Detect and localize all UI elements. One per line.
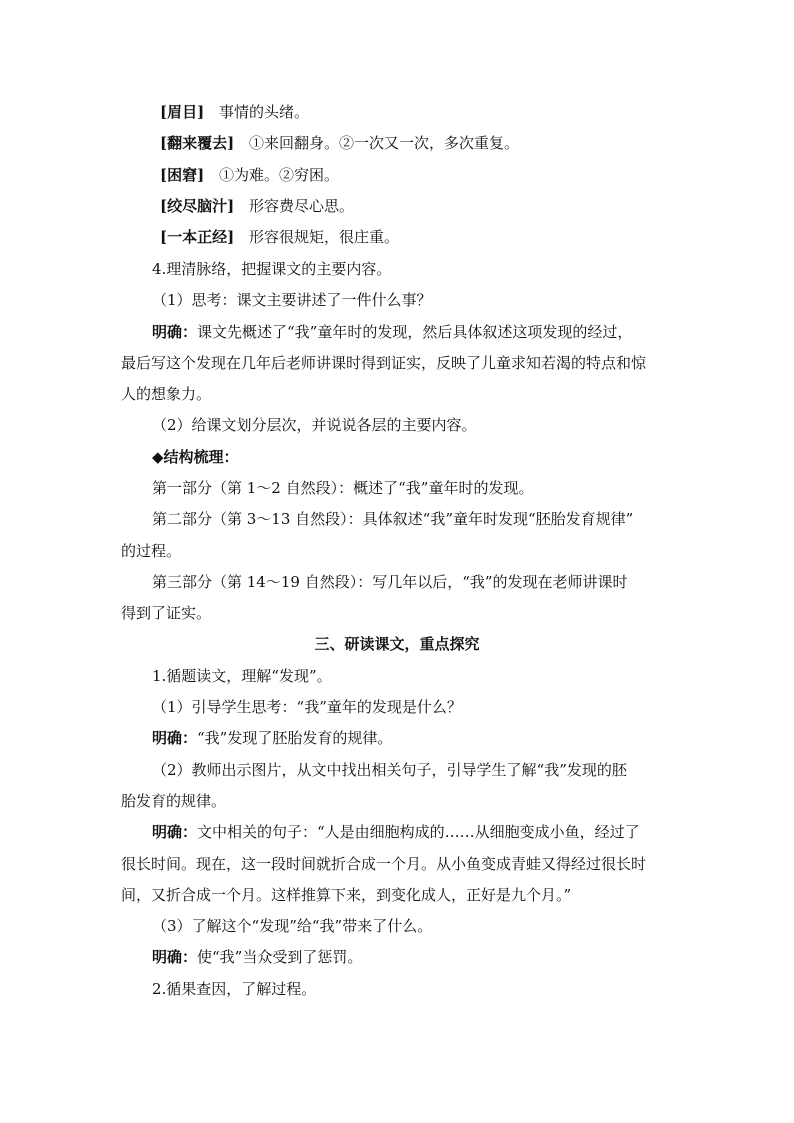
- structure-part: 第三部分（第 14～19 自然段）：写几年以后，“我”的发现在老师讲课时: [152, 573, 628, 591]
- question: （1）引导学生思考：“我”童年的发现是什么？: [152, 698, 462, 716]
- answer-line: [152, 947, 362, 967]
- question: （3）了解这个“发现”给“我”带来了什么。: [152, 917, 433, 935]
- answer-line: 最后写这个发现在几年后老师讲课时得到证实，反映了儿童求知若渴的特点和惊: [121, 354, 647, 372]
- answer-text: “我”发现了胚胎发育的规律。: [197, 729, 393, 747]
- answer-line: 间，又折合成一个月。这样推算下来，到变化成人，正好是九个月。”: [121, 886, 572, 904]
- step-title: 2.循果查因，了解过程。: [152, 980, 317, 998]
- vocab-term: [困窘]: [160, 166, 205, 184]
- structure-part: 第二部分（第 3～13 自然段）：具体叙述“我”童年时发现“胚胎发育规律”: [152, 510, 634, 528]
- answer-text: 课文先概述了“我”童年时的发现，然后具体叙述这项发现的经过，: [197, 323, 633, 341]
- answer-label: 明确：: [152, 323, 198, 341]
- answer-label: 明确：: [152, 948, 198, 966]
- step-title: 4.理清脉络，把握课文的主要内容。: [152, 260, 392, 278]
- question: （2）教师出示图片，从文中找出相关句子，引导学生了解“我”发现的胚: [152, 761, 627, 779]
- section-subheading: ◆结构梳理：: [152, 448, 239, 466]
- vocab-item: [160, 102, 309, 122]
- structure-part: 的过程。: [121, 542, 182, 560]
- structure-part: 第一部分（第 1～2 自然段）：概述了“我”童年时的发现。: [152, 479, 534, 497]
- vocab-definition: ①为难。②穷困。: [218, 166, 339, 184]
- vocab-definition: 形容很规矩，很庄重。: [248, 228, 399, 246]
- vocab-item: [160, 227, 399, 247]
- vocab-item: [160, 165, 339, 185]
- answer-line: [152, 322, 632, 342]
- vocab-term: [翻来覆去]: [160, 134, 235, 152]
- vocab-item: [160, 196, 354, 216]
- question: （1）思考：课文主要讲述了一件什么事？: [152, 291, 432, 309]
- vocab-item: [160, 133, 519, 153]
- answer-text: 文中相关的句子：“人是由细胞构成的……从细胞变成小鱼，经过了: [197, 823, 640, 841]
- answer-label: 明确：: [152, 823, 198, 841]
- vocab-definition: 形容费尽心思。: [248, 197, 354, 215]
- section-heading: 三、研读课文，重点探究: [314, 635, 480, 653]
- answer-line: [152, 822, 640, 842]
- vocab-term: [一本正经]: [160, 228, 235, 246]
- answer-line: 人的想象力。: [121, 385, 212, 403]
- question: 胎发育的规律。: [121, 792, 227, 810]
- answer-line: [152, 728, 392, 748]
- step-title: 1.循题读文，理解“发现”。: [152, 667, 332, 685]
- structure-part: 得到了证实。: [121, 604, 212, 622]
- answer-text: 使“我”当众受到了惩罚。: [197, 948, 363, 966]
- vocab-term: [绞尽脑汁]: [160, 197, 235, 215]
- answer-line: 很长时间。现在，这一段时间就折合成一个月。从小鱼变成青蛙又得经过很长时: [121, 855, 647, 873]
- vocab-definition: 事情的头绪。: [218, 103, 309, 121]
- vocab-term: [眉目]: [160, 103, 205, 121]
- vocab-definition: ①来回翻身。②一次又一次，多次重复。: [248, 134, 519, 152]
- question: （2）给课文划分层次，并说说各层的主要内容。: [152, 416, 477, 434]
- answer-label: 明确：: [152, 729, 198, 747]
